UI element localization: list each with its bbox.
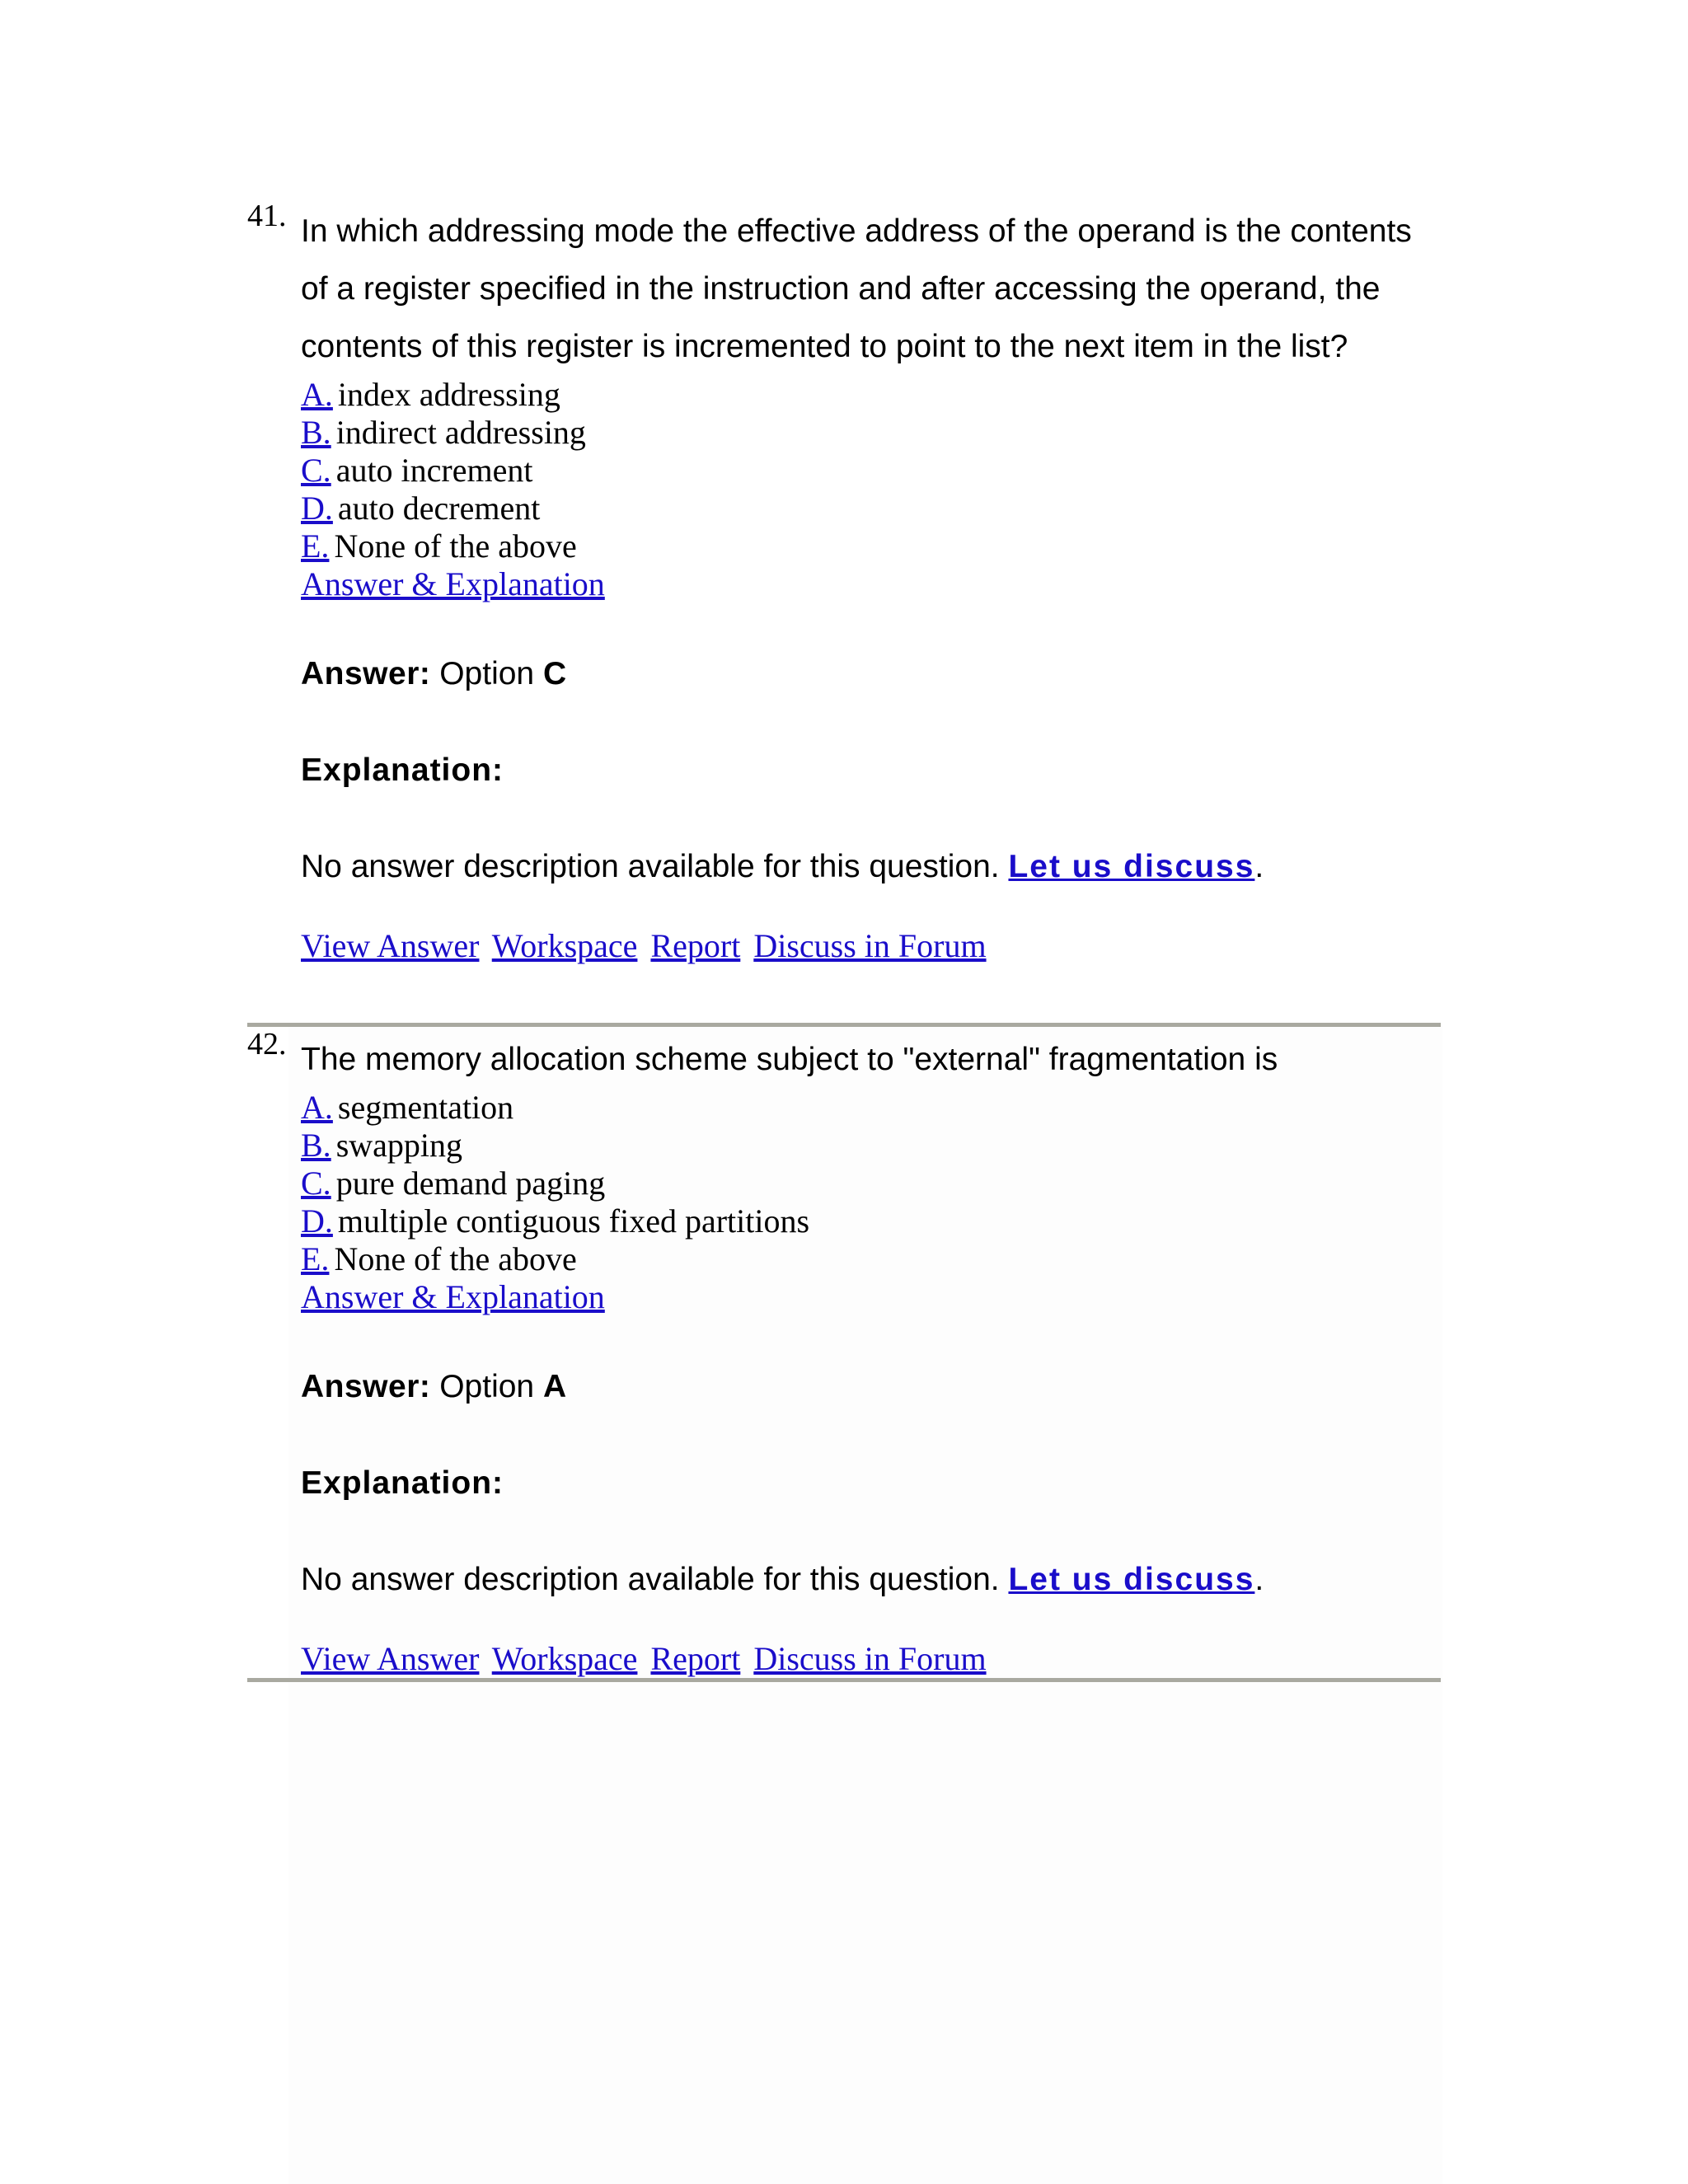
option-d-link[interactable]: D.: [301, 1202, 333, 1240]
question-body: [301, 198, 1441, 965]
option-c-link[interactable]: C.: [301, 452, 331, 489]
option-c-text: pure demand paging: [335, 1165, 606, 1202]
option-c: [301, 1165, 1441, 1202]
question-body: [301, 1026, 1441, 1678]
answer-line: [301, 1368, 1441, 1406]
option-b: [301, 1127, 1441, 1165]
let-us-discuss-link[interactable]: Let us discuss: [1008, 1562, 1255, 1597]
option-d-text: multiple contiguous fixed partitions: [337, 1202, 810, 1240]
option-e: [301, 1240, 1441, 1278]
option-e-text: None of the above: [334, 527, 577, 565]
explanation-title: Explanation:: [301, 752, 504, 788]
option-b-link[interactable]: B.: [301, 1127, 331, 1164]
question-toolbar: [301, 1640, 1441, 1678]
view-answer-link[interactable]: View Answer: [301, 1640, 480, 1677]
question-number: 42.: [247, 1027, 287, 1062]
option-b: [301, 414, 1441, 452]
question-41: [247, 198, 1441, 965]
question-number: 41.: [247, 199, 287, 233]
option-e: [301, 527, 1441, 565]
answer-prefix: Option: [439, 1369, 535, 1404]
answer-label: Answer:: [301, 1369, 431, 1404]
answer-block: [301, 1368, 1441, 1599]
option-e-link[interactable]: E.: [301, 1240, 330, 1277]
discuss-suffix: .: [1254, 1562, 1264, 1597]
answer-label: Answer:: [301, 656, 431, 691]
discuss-suffix: .: [1254, 849, 1264, 884]
answer-block: [301, 655, 1441, 886]
question-divider: [247, 1678, 1441, 1682]
option-a: [301, 1089, 1441, 1127]
option-a-text: index addressing: [337, 376, 560, 413]
option-d-text: auto decrement: [337, 490, 541, 527]
option-a-link[interactable]: A.: [301, 376, 333, 413]
option-list: [301, 376, 1441, 565]
report-link[interactable]: Report: [650, 1640, 741, 1677]
option-b-link[interactable]: B.: [301, 414, 331, 451]
option-a: [301, 376, 1441, 414]
answer-line: [301, 655, 1441, 693]
answer-option: A: [542, 1369, 567, 1404]
discuss-in-forum-link[interactable]: Discuss in Forum: [753, 927, 987, 964]
explanation-text-line: [301, 848, 1441, 886]
workspace-link[interactable]: Workspace: [491, 927, 638, 964]
option-list: [301, 1089, 1441, 1278]
explanation-text: No answer description available for this question.: [301, 1562, 1000, 1597]
answer-explanation-link[interactable]: Answer & Explanation: [301, 565, 605, 602]
explanation-text: No answer description available for this question.: [301, 849, 1000, 884]
option-a-text: segmentation: [337, 1089, 514, 1126]
answer-option: C: [542, 656, 567, 691]
option-b-text: indirect addressing: [335, 414, 586, 451]
option-c: [301, 452, 1441, 490]
option-d: [301, 490, 1441, 527]
answer-explanation-link[interactable]: Answer & Explanation: [301, 1278, 605, 1315]
question-text: The memory allocation scheme subject to "external" fragmentation is: [301, 1042, 1278, 1077]
let-us-discuss-link[interactable]: Let us discuss: [1008, 849, 1255, 884]
option-e-text: None of the above: [334, 1240, 577, 1277]
workspace-link[interactable]: Workspace: [491, 1640, 638, 1677]
view-answer-link[interactable]: View Answer: [301, 927, 480, 964]
option-c-link[interactable]: C.: [301, 1165, 331, 1202]
option-c-text: auto increment: [335, 452, 533, 489]
option-d-link[interactable]: D.: [301, 490, 333, 527]
answer-prefix: Option: [439, 656, 535, 691]
question-toolbar: [301, 927, 1441, 965]
question-42: [247, 1026, 1441, 1678]
option-e-link[interactable]: E.: [301, 527, 330, 565]
option-b-text: swapping: [335, 1127, 463, 1164]
explanation-title: Explanation:: [301, 1465, 504, 1501]
discuss-in-forum-link[interactable]: Discuss in Forum: [753, 1640, 987, 1677]
option-a-link[interactable]: A.: [301, 1089, 333, 1126]
report-link[interactable]: Report: [650, 927, 741, 964]
explanation-text-line: [301, 1561, 1441, 1599]
question-text: In which addressing mode the effective address of the operand is the contents of a register specified in the instruction and after accessing the operand, the contents of this register is incremented to point to the next item in the list?: [301, 213, 1412, 364]
option-d: [301, 1202, 1441, 1240]
